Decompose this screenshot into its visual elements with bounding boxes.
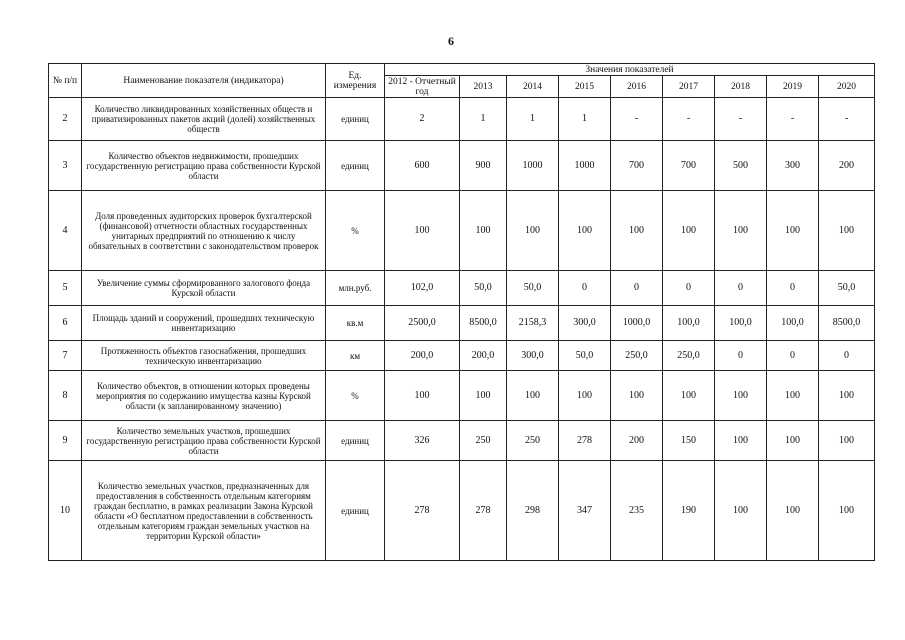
row-unit: млн.руб. (326, 271, 385, 306)
row-unit: % (326, 191, 385, 271)
row-unit: единиц (326, 421, 385, 461)
row-value: 2 (385, 98, 460, 141)
row-value: 100 (819, 371, 875, 421)
row-value: 50,0 (460, 271, 507, 306)
row-value: 0 (819, 341, 875, 371)
row-unit: единиц (326, 141, 385, 191)
table-row (49, 421, 875, 461)
row-value: 100 (611, 191, 663, 271)
row-value: 300,0 (559, 306, 611, 341)
row-num: 5 (49, 271, 82, 306)
table-row (49, 141, 875, 191)
row-name: Количество ликвидированных хозяйственных обществ и приватизированных пакетов акций (долей) хозяйственных обществ (82, 98, 326, 141)
row-value: 100 (715, 421, 767, 461)
header-unit: Ед. измерения (326, 64, 385, 98)
row-value: 0 (715, 271, 767, 306)
row-value: 100 (715, 371, 767, 421)
row-num: 9 (49, 421, 82, 461)
row-value: 100 (767, 191, 819, 271)
row-value: 200,0 (460, 341, 507, 371)
table-body (49, 98, 875, 561)
header-year: 2017 (663, 76, 715, 98)
row-value: 100 (460, 191, 507, 271)
row-value: 100,0 (767, 306, 819, 341)
row-value: 100 (663, 371, 715, 421)
row-value: 0 (559, 271, 611, 306)
row-value: 100 (385, 371, 460, 421)
row-name: Количество объектов недвижимости, прошедших государственную регистрацию права собственности Курской области (82, 141, 326, 191)
row-value: 200,0 (385, 341, 460, 371)
row-value: 250 (507, 421, 559, 461)
row-value: 100 (559, 191, 611, 271)
row-value: 100 (611, 371, 663, 421)
row-value: 100 (819, 421, 875, 461)
header-year: 2018 (715, 76, 767, 98)
row-num: 4 (49, 191, 82, 271)
row-num: 10 (49, 461, 82, 561)
row-num: 3 (49, 141, 82, 191)
row-value: 500 (715, 141, 767, 191)
row-value: 0 (715, 341, 767, 371)
header-year: 2013 (460, 76, 507, 98)
row-value: 1 (559, 98, 611, 141)
row-value: 326 (385, 421, 460, 461)
row-value: 100 (385, 191, 460, 271)
table-row (49, 98, 875, 141)
row-name: Количество земельных участков, предназначенных для предоставления в собственность отдельным категориям граждан бесплатно, в рамках реализации Закона Курской области «О бесплатном предоставлении в собственность отдельным категориям граждан земельных участков на территории Курской области» (82, 461, 326, 561)
table-row (49, 306, 875, 341)
row-value: 0 (767, 341, 819, 371)
row-value: 8500,0 (460, 306, 507, 341)
row-name: Протяженность объектов газоснабжения, прошедших техническую инвентаризацию (82, 341, 326, 371)
row-value: 1 (507, 98, 559, 141)
row-value: 250 (460, 421, 507, 461)
row-name: Доля проведенных аудиторских проверок бухгалтерской (финансовой) отчетности областных государственных унитарных предприятий по отношению к числу обязательных в соответствии с законодательством проверок (82, 191, 326, 271)
row-value: 235 (611, 461, 663, 561)
row-value: 100 (819, 461, 875, 561)
row-value: 298 (507, 461, 559, 561)
row-value: 0 (663, 271, 715, 306)
row-value: 50,0 (507, 271, 559, 306)
row-value: 50,0 (559, 341, 611, 371)
row-value: 278 (385, 461, 460, 561)
row-value: 300,0 (507, 341, 559, 371)
row-name: Количество объектов, в отношении которых проведены мероприятия по содержанию имущества казны Курской области (к запланированному значению) (82, 371, 326, 421)
row-value: 900 (460, 141, 507, 191)
row-value: 100 (767, 461, 819, 561)
table-row (49, 191, 875, 271)
row-name: Количество земельных участков, прошедших государственную регистрацию права собственности Курской области (82, 421, 326, 461)
row-num: 7 (49, 341, 82, 371)
row-value: 200 (819, 141, 875, 191)
row-value: 1000 (507, 141, 559, 191)
row-value: 1000 (559, 141, 611, 191)
header-num: № п/п (49, 64, 82, 98)
row-value: 700 (611, 141, 663, 191)
page-number: 6 (448, 34, 454, 48)
row-value: 100 (460, 371, 507, 421)
row-value: - (819, 98, 875, 141)
row-unit: кв.м (326, 306, 385, 341)
row-value: 190 (663, 461, 715, 561)
row-value: - (663, 98, 715, 141)
row-value: - (715, 98, 767, 141)
row-value: 700 (663, 141, 715, 191)
header-values-group: Значения показателей (385, 64, 875, 76)
row-value: 100,0 (663, 306, 715, 341)
row-value: 0 (767, 271, 819, 306)
row-unit: единиц (326, 98, 385, 141)
header-name: Наименование показателя (индикатора) (82, 64, 326, 98)
row-num: 2 (49, 98, 82, 141)
indicators-table (48, 63, 875, 561)
row-value: 300 (767, 141, 819, 191)
row-value: 1 (460, 98, 507, 141)
row-value: 100 (767, 421, 819, 461)
row-unit: единиц (326, 461, 385, 561)
row-value: 2158,3 (507, 306, 559, 341)
row-value: 200 (611, 421, 663, 461)
row-value: 278 (559, 421, 611, 461)
header-year: 2020 (819, 76, 875, 98)
row-value: 250,0 (611, 341, 663, 371)
row-value: 150 (663, 421, 715, 461)
row-value: 100 (507, 371, 559, 421)
table-row (49, 271, 875, 306)
row-value: 100 (507, 191, 559, 271)
header-year: 2019 (767, 76, 819, 98)
row-value: - (611, 98, 663, 141)
row-value: 50,0 (819, 271, 875, 306)
row-value: 100 (559, 371, 611, 421)
header-year: 2014 (507, 76, 559, 98)
row-value: 100 (767, 371, 819, 421)
table-row (49, 461, 875, 561)
row-num: 8 (49, 371, 82, 421)
row-value: 100,0 (715, 306, 767, 341)
header-year: 2012 - Отчетный год (385, 76, 460, 98)
row-value: 1000,0 (611, 306, 663, 341)
row-value: 8500,0 (819, 306, 875, 341)
table-row (49, 371, 875, 421)
row-value: 100 (663, 191, 715, 271)
header-year: 2016 (611, 76, 663, 98)
header-row-group (49, 64, 875, 76)
row-unit: % (326, 371, 385, 421)
header-year: 2015 (559, 76, 611, 98)
row-name: Площадь зданий и сооружений, прошедших техническую инвентаризацию (82, 306, 326, 341)
row-value: 0 (611, 271, 663, 306)
row-value: 2500,0 (385, 306, 460, 341)
row-value: 102,0 (385, 271, 460, 306)
row-value: 100 (715, 191, 767, 271)
row-value: 250,0 (663, 341, 715, 371)
row-unit: км (326, 341, 385, 371)
row-value: - (767, 98, 819, 141)
table-row (49, 341, 875, 371)
row-value: 278 (460, 461, 507, 561)
row-name: Увеличение суммы сформированного залогового фонда Курской области (82, 271, 326, 306)
row-value: 100 (715, 461, 767, 561)
row-num: 6 (49, 306, 82, 341)
row-value: 347 (559, 461, 611, 561)
row-value: 100 (819, 191, 875, 271)
row-value: 600 (385, 141, 460, 191)
